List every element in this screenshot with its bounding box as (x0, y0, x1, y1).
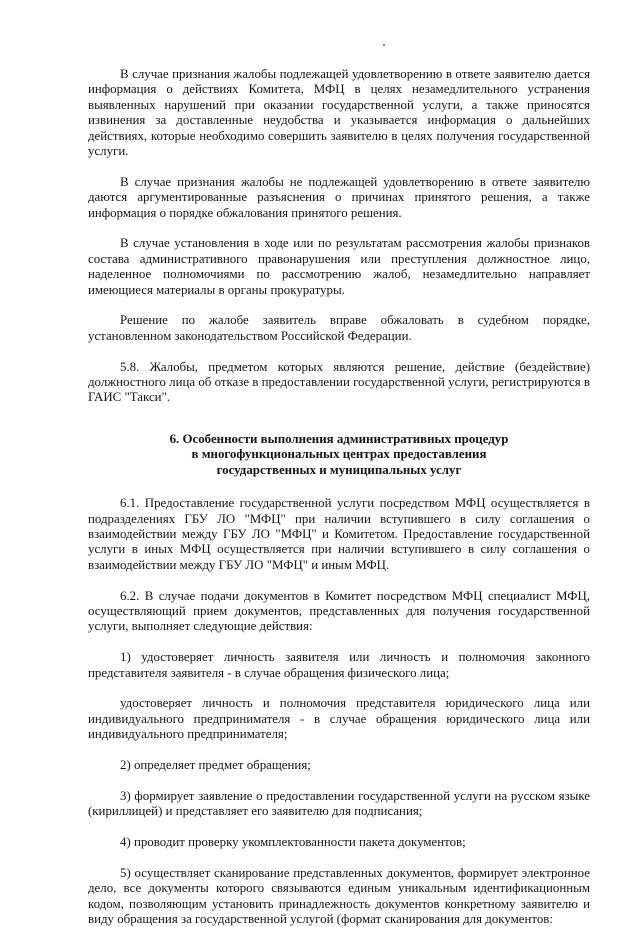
paragraph-6-2: 6.2. В случае подачи документов в Комитет посредством МФЦ специалист МФЦ, осуществляющий прием документов, представленных для получения государственной услуги, выполняет следующие действия: (88, 588, 590, 634)
section-heading-line-2: в многофункциональных центрах предоставления (191, 447, 487, 462)
paragraph-complaint-rejected: В случае признания жалобы не подлежащей удовлетворению в ответе заявителю даются аргументированные разъяснения о причинах принятого решения, а также информация о порядке обжалования принятого решения. (88, 174, 590, 220)
section-heading (88, 432, 590, 478)
scan-dot (383, 44, 385, 46)
list-item-5: 5) осуществляет сканирование представленных документов, формирует электронное дело, все документы которого связываются единым уникальным идентификационным кодом, позволяющим установить принадлежность документов конкретному заявителю и виду обращения за государственной услугой (формат сканирования для документов: (88, 865, 590, 926)
paragraph-court-appeal: Решение по жалобе заявитель вправе обжаловать в судебном порядке, установленном законодательством Российской Федерации. (88, 313, 590, 343)
section-heading-line-3: государственных и муниципальных услуг (216, 462, 462, 477)
document-body (88, 67, 590, 927)
list-item-3: 3) формирует заявление о предоставлении государственной услуги на русском языке (кириллицей) и представляет его заявителю для подписания; (88, 788, 590, 819)
paragraph-violation-found: В случае установления в ходе или по результатам рассмотрения жалобы признаков состава административного правонарушения или преступления должностное лицо, наделенное полномочиями по рассмотрению жалоб, незамедлительно направляет имеющиеся материалы в органы прокуратуры. (88, 236, 590, 297)
list-item-4: 4) проводит проверку укомплектованности пакета документов; (120, 834, 466, 849)
list-item-2: 2) определяет предмет обращения; (120, 757, 311, 772)
section-heading-line-1: 6. Особенности выполнения административных процедур (169, 431, 509, 446)
paragraph-complaint-satisfied: В случае признания жалобы подлежащей удовлетворению в ответе заявителю дается информация о действиях Комитета, МФЦ в целях незамедлительного устранения выявленных нарушений при оказании государственной услуги, а также приносятся извинения за доставленные неудобства и указывается информация о дальнейших действиях, которые необходимо совершить заявителю в целях получения государственной услуги. (88, 67, 590, 159)
paragraph-6-1: 6.1. Предоставление государственной услуги посредством МФЦ осуществляется в подразделениях ГБУ ЛО "МФЦ" при наличии вступившего в силу соглашения о взаимодействии между ГБУ ЛО "МФЦ" и Комитетом. Предоставление государственной услуги в иных МФЦ осуществляется при наличии вступившего в силу соглашения о взаимодействии между ГБУ ЛО "МФЦ" и иным МФЦ. (88, 496, 590, 572)
list-item-1: 1) удостоверяет личность заявителя или личность и полномочия законного представителя заявителя - в случае обращения физического лица; (88, 650, 590, 680)
list-item-1-continued: удостоверяет личность и полномочия представителя юридического лица или индивидуального предпринимателя - в случае обращения юридического лица или индивидуального предпринимателя; (88, 696, 590, 742)
paragraph-5-8: 5.8. Жалобы, предметом которых являются решение, действие (бездействие) должностного лица об отказе в предоставлении государственной услуги, регистрируются в ГАИС "Такси". (88, 359, 590, 405)
